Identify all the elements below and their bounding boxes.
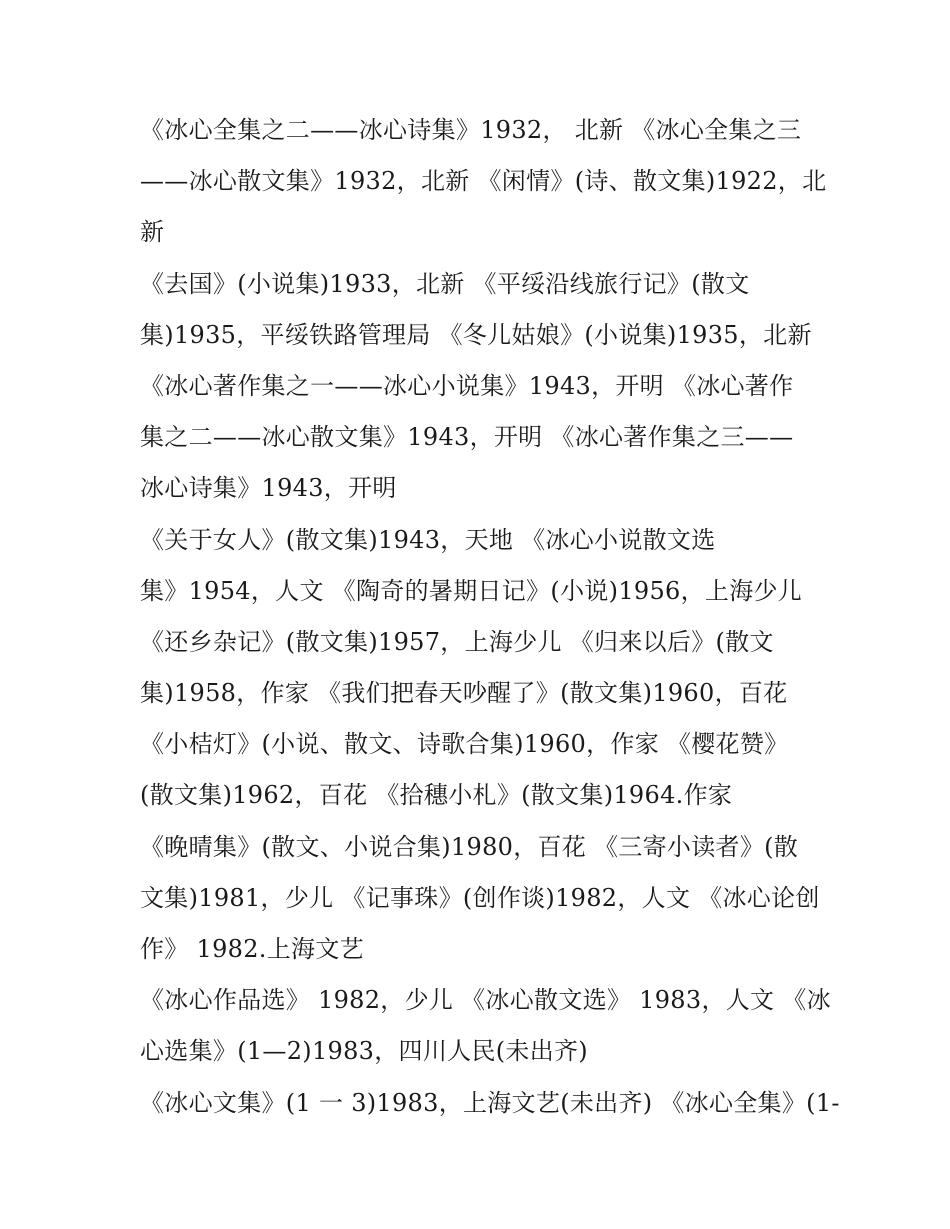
text-line: 《冰心文集》(1 一 3)1983，上海文艺(未出齐) 《冰心全集》(1- bbox=[140, 1088, 840, 1117]
text-line: 《晚晴集》(散文、小说合集)1980，百花 《三寄小读者》(散 bbox=[140, 832, 799, 861]
text-line: 集)1958，作家 《我们把春天吵醒了》(散文集)1960，百花 bbox=[140, 679, 788, 708]
text-line: 集之二——冰心散文集》1943，开明 《冰心著作集之三—— bbox=[140, 423, 794, 452]
bibliography-text bbox=[140, 105, 840, 1129]
text-line: 《冰心著作集之一——冰心小说集》1943，开明 《冰心著作 bbox=[140, 371, 794, 400]
text-line: 《冰心作品选》 1982，少儿 《冰心散文选》 1983，人文 《冰 bbox=[140, 986, 831, 1015]
text-line: 《冰心全集之二——冰心诗集》1932， 北新 《冰心全集之三 bbox=[140, 116, 802, 144]
text-line: (散文集)1962，百花 《拾穗小札》(散文集)1964.作家 bbox=[140, 781, 733, 810]
text-line: 《去国》(小说集)1933，北新 《平绥沿线旅行记》(散文 bbox=[140, 269, 750, 298]
text-line: 作》 1982.上海文艺 bbox=[140, 935, 364, 963]
text-line: 《关于女人》(散文集)1943，天地 《冰心小说散文选 bbox=[140, 525, 716, 554]
text-line: 冰心诗集》1943，开明 bbox=[140, 474, 397, 503]
text-line: 文集)1981，少儿 《记事珠》(创作谈)1982，人文 《冰心论创 bbox=[140, 883, 820, 912]
text-line: ——冰心散文集》1932，北新 《闲情》(诗、散文集)1922，北 bbox=[140, 167, 827, 196]
text-line: 《还乡杂记》(散文集)1957，上海少儿 《归来以后》(散文 bbox=[140, 627, 774, 656]
text-line: 心选集》(1—2)1983，四川人民(未出齐) bbox=[140, 1037, 588, 1066]
text-line: 集》1954，人文 《陶奇的暑期日记》(小说)1956，上海少儿 bbox=[140, 576, 803, 605]
text-line: 集)1935，平绥铁路管理局 《冬儿姑娘》(小说集)1935，北新 bbox=[140, 320, 812, 349]
text-line: 《小桔灯》(小说、散文、诗歌合集)1960，作家 《樱花赞》 bbox=[140, 730, 789, 759]
text-line: 新 bbox=[140, 218, 165, 247]
